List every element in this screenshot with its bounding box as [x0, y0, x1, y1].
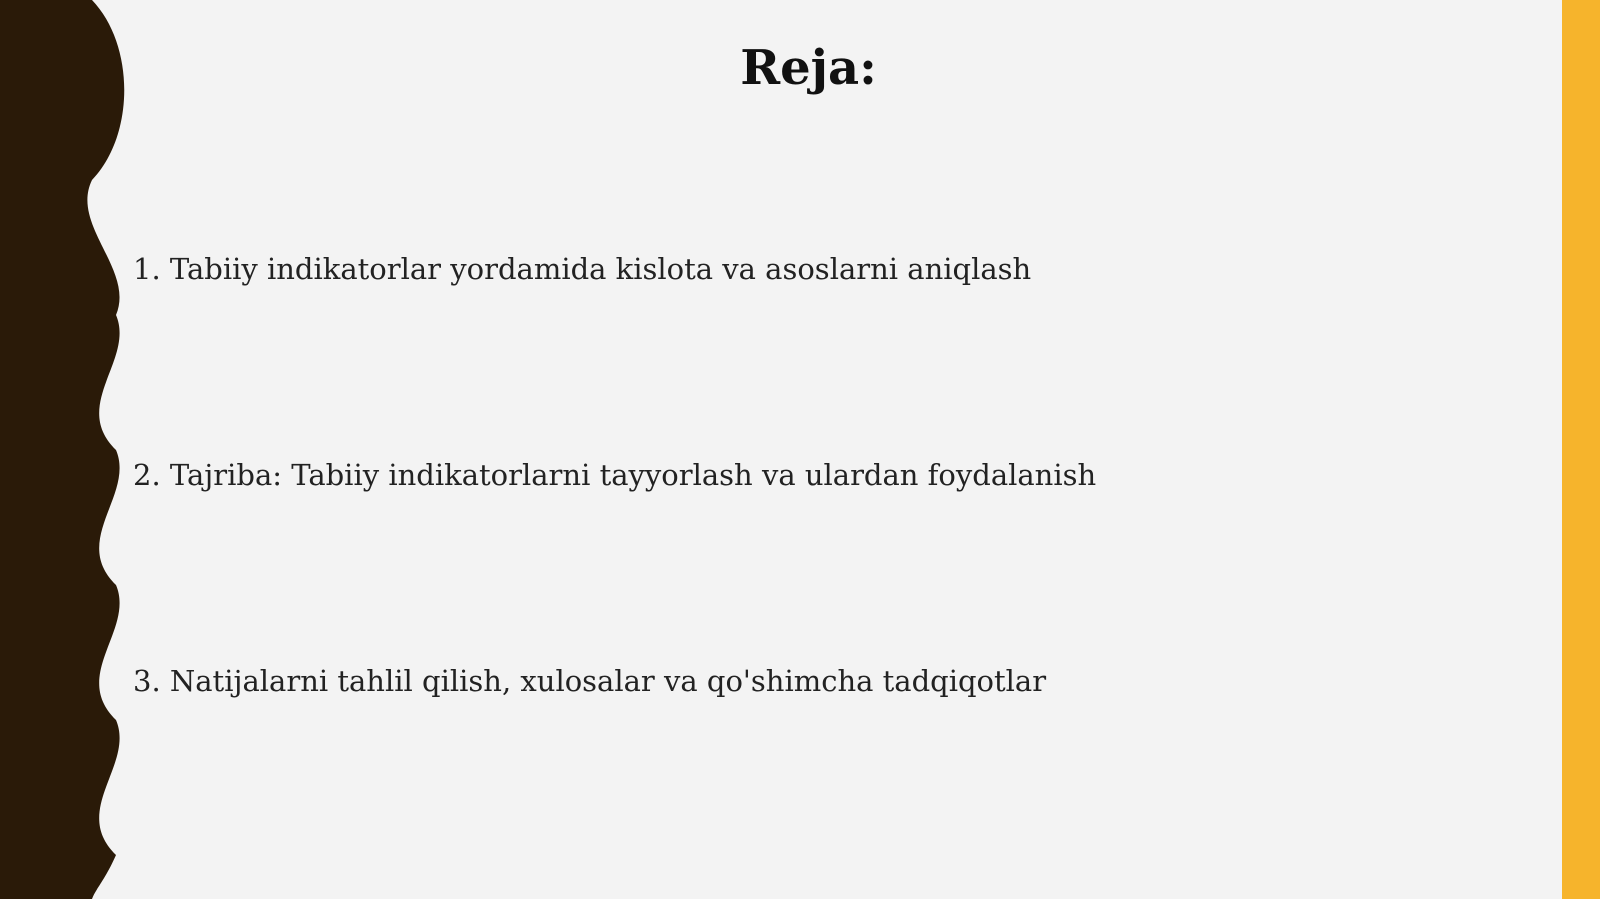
right-accent-bar: [1562, 0, 1600, 899]
plan-item-2: 2. Tajriba: Tabiiy indikatorlarni tayyorlash va ulardan foydalanish: [133, 458, 1097, 492]
plan-item-3: 3. Natijalarni tahlil qilish, xulosalar va qo'shimcha tadqiqotlar: [133, 664, 1047, 698]
plan-item-1: 1. Tabiiy indikatorlar yordamida kislota va asoslarni aniqlash: [133, 252, 1032, 286]
left-wave-decoration: [0, 0, 130, 899]
left-wave-shape: [0, 0, 124, 899]
slide-title: Reja:: [740, 40, 877, 96]
